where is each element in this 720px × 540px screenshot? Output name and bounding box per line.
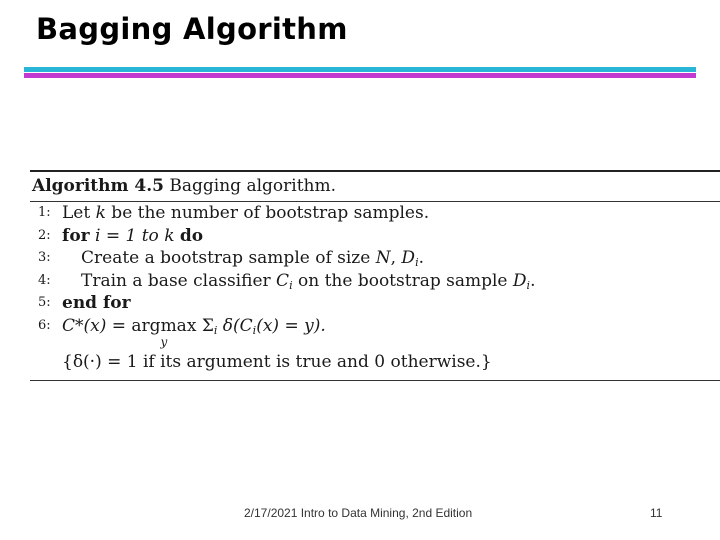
- page-number: 11: [650, 506, 663, 520]
- algorithm-caption: [30, 172, 720, 201]
- keyword-do: do: [179, 225, 204, 246]
- algorithm-bottom-rule: [30, 380, 720, 381]
- footer-text: 2/17/2021 Intro to Data Mining, 2nd Edition: [244, 506, 473, 520]
- line-number: 4:: [38, 272, 51, 288]
- algorithm-line-5: [30, 292, 720, 315]
- var-k: k: [95, 203, 106, 223]
- line-text: Train a base classifier: [81, 270, 277, 291]
- subscript-i: i: [289, 278, 293, 292]
- argmax-label: argmax: [131, 315, 197, 336]
- slide-title: Bagging Algorithm: [36, 12, 348, 46]
- line-number: 1:: [38, 205, 51, 220]
- algorithm-box: [30, 170, 720, 381]
- algorithm-line-2: [30, 225, 720, 248]
- algorithm-lines: [30, 202, 720, 380]
- formula-lhs: C*(x) =: [62, 315, 132, 336]
- subscript-i: i: [213, 323, 218, 337]
- sum-symbol: Σ: [196, 315, 214, 336]
- formula-delta: δ(C: [217, 315, 253, 336]
- line-number: 3:: [38, 250, 51, 265]
- argmax-subscript: y: [160, 334, 168, 349]
- argmax-operator: [131, 315, 197, 349]
- line-number: 5:: [38, 295, 51, 310]
- line-text: .: [530, 270, 536, 291]
- title-rule-top: [24, 67, 696, 72]
- var-C: C: [276, 270, 290, 291]
- algorithm-caption-text: Bagging algorithm.: [169, 176, 337, 196]
- line-text: on the bootstrap sample: [292, 270, 513, 291]
- subscript-i: i: [252, 323, 257, 337]
- note-text: {δ(·) = 1 if its argument is true and 0 otherwise.}: [62, 352, 492, 372]
- var-N: N: [375, 248, 391, 268]
- var-D: D: [512, 270, 527, 291]
- line-number: 2:: [38, 227, 51, 243]
- subscript-i: i: [526, 278, 531, 292]
- line-number: 6:: [38, 317, 51, 333]
- title-rule-bottom: [24, 73, 696, 78]
- keyword-end-for: end for: [62, 293, 131, 313]
- algorithm-line-6: [30, 315, 720, 349]
- algorithm-line-1: [30, 202, 720, 225]
- algorithm-line-3: [30, 247, 720, 270]
- line-text: Create a bootstrap sample of size: [81, 248, 376, 268]
- algorithm-label: Algorithm 4.5: [32, 176, 164, 196]
- keyword-for: for: [62, 225, 90, 246]
- algorithm-line-4: [30, 270, 720, 293]
- line-text: be the number of bootstrap samples.: [105, 203, 430, 223]
- line-text: ,: [390, 248, 402, 268]
- loop-condition: i = 1 to k: [95, 225, 175, 246]
- subscript-i: i: [415, 256, 419, 269]
- var-D: D: [401, 248, 416, 268]
- line-text: .: [418, 248, 424, 268]
- line-text: Let: [62, 203, 96, 223]
- algorithm-note: [30, 351, 720, 374]
- formula-end: (x) = y).: [256, 315, 326, 336]
